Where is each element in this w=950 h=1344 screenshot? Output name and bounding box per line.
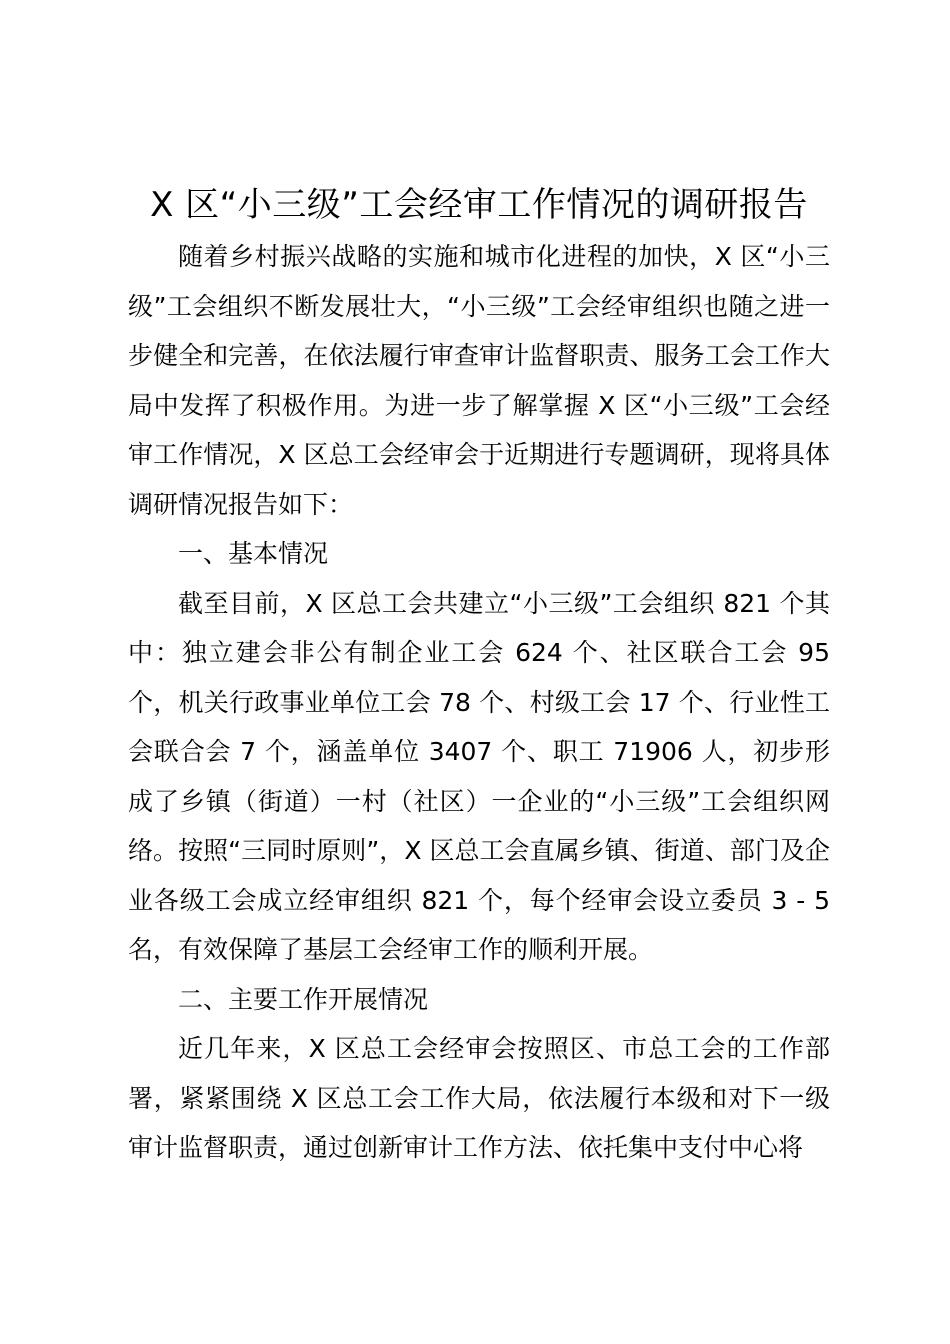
- section-heading-work: 二、主要工作开展情况: [178, 984, 429, 1014]
- intro-paragraph: 随着乡村振兴战略的实施和城市化进程的加快，X 区“小三级”工会组织不断发展壮大，“小三级”工会经审组织也随之进一步健全和完善，在依法履行审查审计监督职责、服务工会工作大局中发挥了积极作用。为进一步了解掌握 X 区“小三级”工会经审工作情况，X 区总工会经审会于近期进行专题调研，现将具体调研情况报告如下：: [128, 242, 830, 519]
- basic-situation-paragraph: 截至目前，X 区总工会共建立“小三级”工会组织 821 个其中：独立建会非公有制企业工会 624 个、社区联合工会 95 个，机关行政事业单位工会 78 个、村级工会 17 个、行业性工会联合会 7 个，涵盖单位 3407 个、职工 71906 人，初步形成了乡镇（街道）一村（社区）一企业的“小三级”工会组织网络。按照“三同时原则”，X 区总工会直属乡镇、街道、部门及企业各级工会成立经审组织 821 个，每个经审会设立委员 3 - 5 名，有效保障了基层工会经审工作的顺利开展。: [128, 588, 830, 964]
- document-title: X 区“小三级”工会经审工作情况的调研报告: [150, 185, 808, 225]
- section-heading-basic: 一、基本情况: [178, 539, 329, 568]
- document-body: [128, 232, 830, 1173]
- work-paragraph: 近几年来，X 区总工会经审会按照区、市总工会的工作部署，紧紧围绕 X 区总工会工作大局，依法履行本级和对下一级审计监督职责，通过创新审计工作方法、依托集中支付中心将: [128, 1034, 830, 1162]
